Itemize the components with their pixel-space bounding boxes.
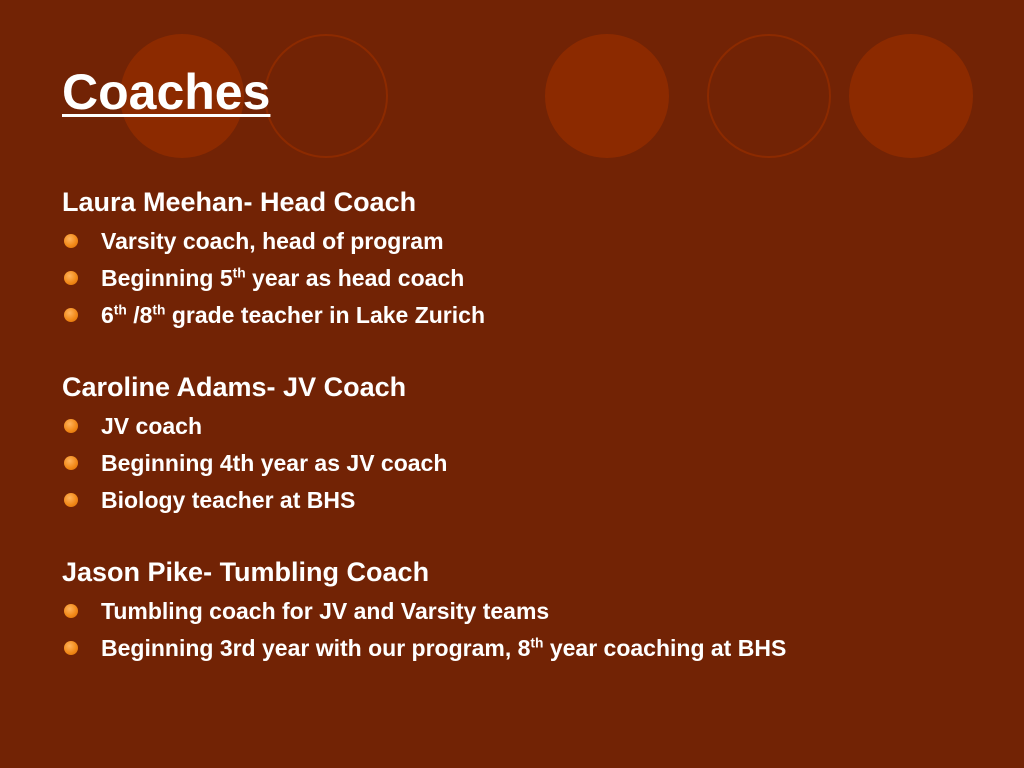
bullet-dot-icon [64, 308, 78, 322]
decor-ring-1 [264, 34, 388, 158]
bullet-text: Tumbling coach for JV and Varsity teams [101, 598, 550, 624]
decor-circle-2 [545, 34, 669, 158]
superscript: th [232, 265, 246, 281]
coach-heading: Caroline Adams- JV Coach [62, 372, 407, 402]
superscript: th [152, 302, 166, 318]
superscript: th [530, 635, 544, 651]
coach-section [62, 370, 962, 519]
bullet-text: year as head coach [245, 265, 465, 291]
bullet-item [62, 260, 962, 297]
bullet-item [62, 482, 962, 519]
decor-circle-3 [849, 34, 973, 158]
decor-ring-2 [707, 34, 831, 158]
bullet-text: /8 [126, 302, 153, 328]
bullet-item [62, 408, 962, 445]
bullet-dot-icon [64, 419, 78, 433]
bullet-dot-icon [64, 456, 78, 470]
bullet-item [62, 445, 962, 482]
coach-section [62, 555, 962, 667]
bullet-item [62, 593, 962, 630]
bullet-text: JV coach [101, 413, 202, 439]
coach-heading: Jason Pike- Tumbling Coach [62, 557, 430, 587]
bullet-dot-icon [64, 271, 78, 285]
slide-title: Coaches [62, 64, 271, 120]
bullet-item [62, 297, 962, 334]
bullet-text: Varsity coach, head of program [101, 228, 444, 254]
bullet-text: year coaching at BHS [543, 635, 787, 661]
bullet-text: 6 [101, 302, 114, 328]
coach-section [62, 185, 962, 334]
slide-content [62, 185, 962, 703]
bullet-dot-icon [64, 493, 78, 507]
bullet-text: Biology teacher at BHS [101, 487, 356, 513]
superscript: th [113, 302, 127, 318]
bullet-item [62, 223, 962, 260]
bullet-dot-icon [64, 604, 78, 618]
bullet-item [62, 630, 962, 667]
bullet-text: Beginning 5 [101, 265, 233, 291]
bullet-dot-icon [64, 234, 78, 248]
bullet-text: grade teacher in Lake Zurich [165, 302, 485, 328]
bullet-text: Beginning 4th year as JV coach [101, 450, 448, 476]
coach-heading: Laura Meehan- Head Coach [62, 187, 417, 217]
bullet-dot-icon [64, 641, 78, 655]
bullet-text: Beginning 3rd year with our program, 8 [101, 635, 531, 661]
